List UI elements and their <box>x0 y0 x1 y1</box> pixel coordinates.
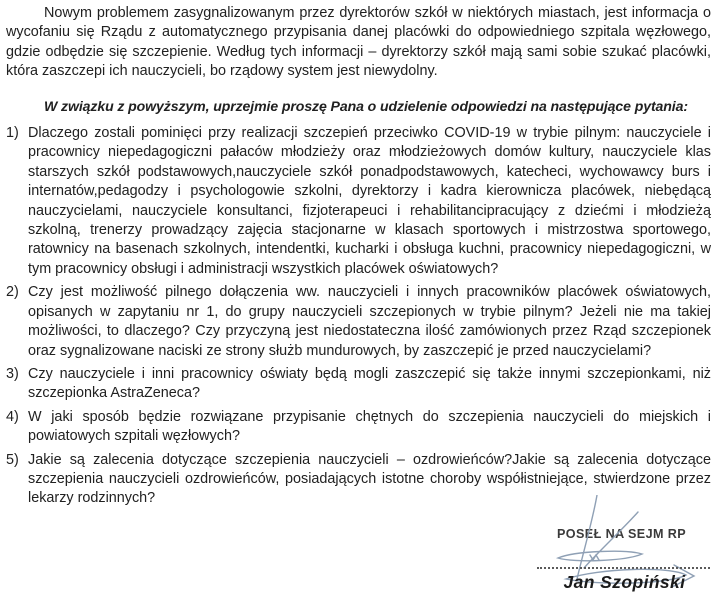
question-text: W jaki sposób będzie rozwiązane przypisanie chętnych do szczepienia nauczycieli do miejskich i powiatowych szpitali węzłowych? <box>28 408 711 445</box>
question-text: Czy nauczyciele i inni pracownicy oświaty będą mogli zaszczepić się także innymi szczepionkami, niż szczepionka AstraZeneca? <box>28 365 711 402</box>
question-item-2 <box>6 283 711 361</box>
signature-block <box>530 495 716 597</box>
question-number: 2) <box>6 284 19 301</box>
question-text: Dlaczego zostali pominięci przy realizacji szczepień przeciwko COVID-19 w trybie pilnym: nauczyciele i pracownicy niepedagogiczni pałaców młodzieży oraz młodzieżowych domów kultury, nauczyciele klas starszych szkół podstawowych,nauczyciele szkół ponadpodstawowych, katecheci, wychowawcy burs i internatów,pedagodzy i psychologowie szkolni, dyrektorzy i kadra kierownicza placówek, niebędącą nauczycielami, nauczyciele konsultanci, fizjoterapeuci i rehabilitancipracujący z dziećmi i młodzieżą szkolną, trenerzy prowadzący zajęcia stacjonarne w klasach sportowych i mistrzostwa sportowego, ratownicy na basenach szkolnych, intendentki, kucharki i obsługa kuchni, pracownicy niepedagogiczni, w tym pracownicy obsługi i administracji wszystkich placówek oświatowych? <box>28 125 711 277</box>
request-line: W związku z powyższym, uprzejmie proszę Pana o udzielenie odpowiedzi na następujące pytania: <box>44 97 688 114</box>
intro-paragraph: Nowym problemem zasygnalizowanym przez dyrektorów szkół w niektórych miastach, jest informacja o wycofaniu się Rządu z automatycznego przypisania danej placówki do odpowiedniego szpitala węzłowego, gdzie odbędzie się szczepienie. Według tych informacji – dyrektorzy szkół mają sami sobie szukać placówki, która zaszczepi ich nauczycieli, bo rządowy system jest niewydolny. <box>6 5 711 80</box>
signer-name: Jan Szopiński <box>563 572 686 592</box>
question-number: 1) <box>6 125 19 142</box>
question-item-4 <box>6 408 711 447</box>
questions-list <box>6 124 711 509</box>
question-number: 4) <box>6 408 19 425</box>
question-item-3 <box>6 365 711 404</box>
question-text: Czy jest możliwość pilnego dołączenia ww. nauczycieli i innych pracowników placówek oświatowych, opisanych w zapytaniu nr 1, do grupy nauczycieli szczepionych w trybie pilnym? Jeżeli nie ma takiej możliwości, to dlaczego? Czy przyczyną jest niedostateczna ilość zamówionych przez Rząd szczepionek oraz sygnalizowane naciski ze strony służb mundurowych, by zaszczepić je przed nauczycielami? <box>28 284 711 359</box>
question-number: 5) <box>6 451 19 468</box>
signer-title: POSEŁ NA SEJM RP <box>557 527 687 541</box>
question-text: Jakie są zalecenia dotyczące szczepienia nauczycieli – ozdrowieńców?Jakie są zalecenia dotyczące szczepienia nauczycieli ozdrowieńców, posiadających istotne choroby współistniejące, stwierdzone przez lekarzy rodzinnych? <box>28 451 711 507</box>
question-number: 3) <box>6 365 19 382</box>
question-item-1 <box>6 124 711 279</box>
dotted-signature-line <box>537 567 710 569</box>
